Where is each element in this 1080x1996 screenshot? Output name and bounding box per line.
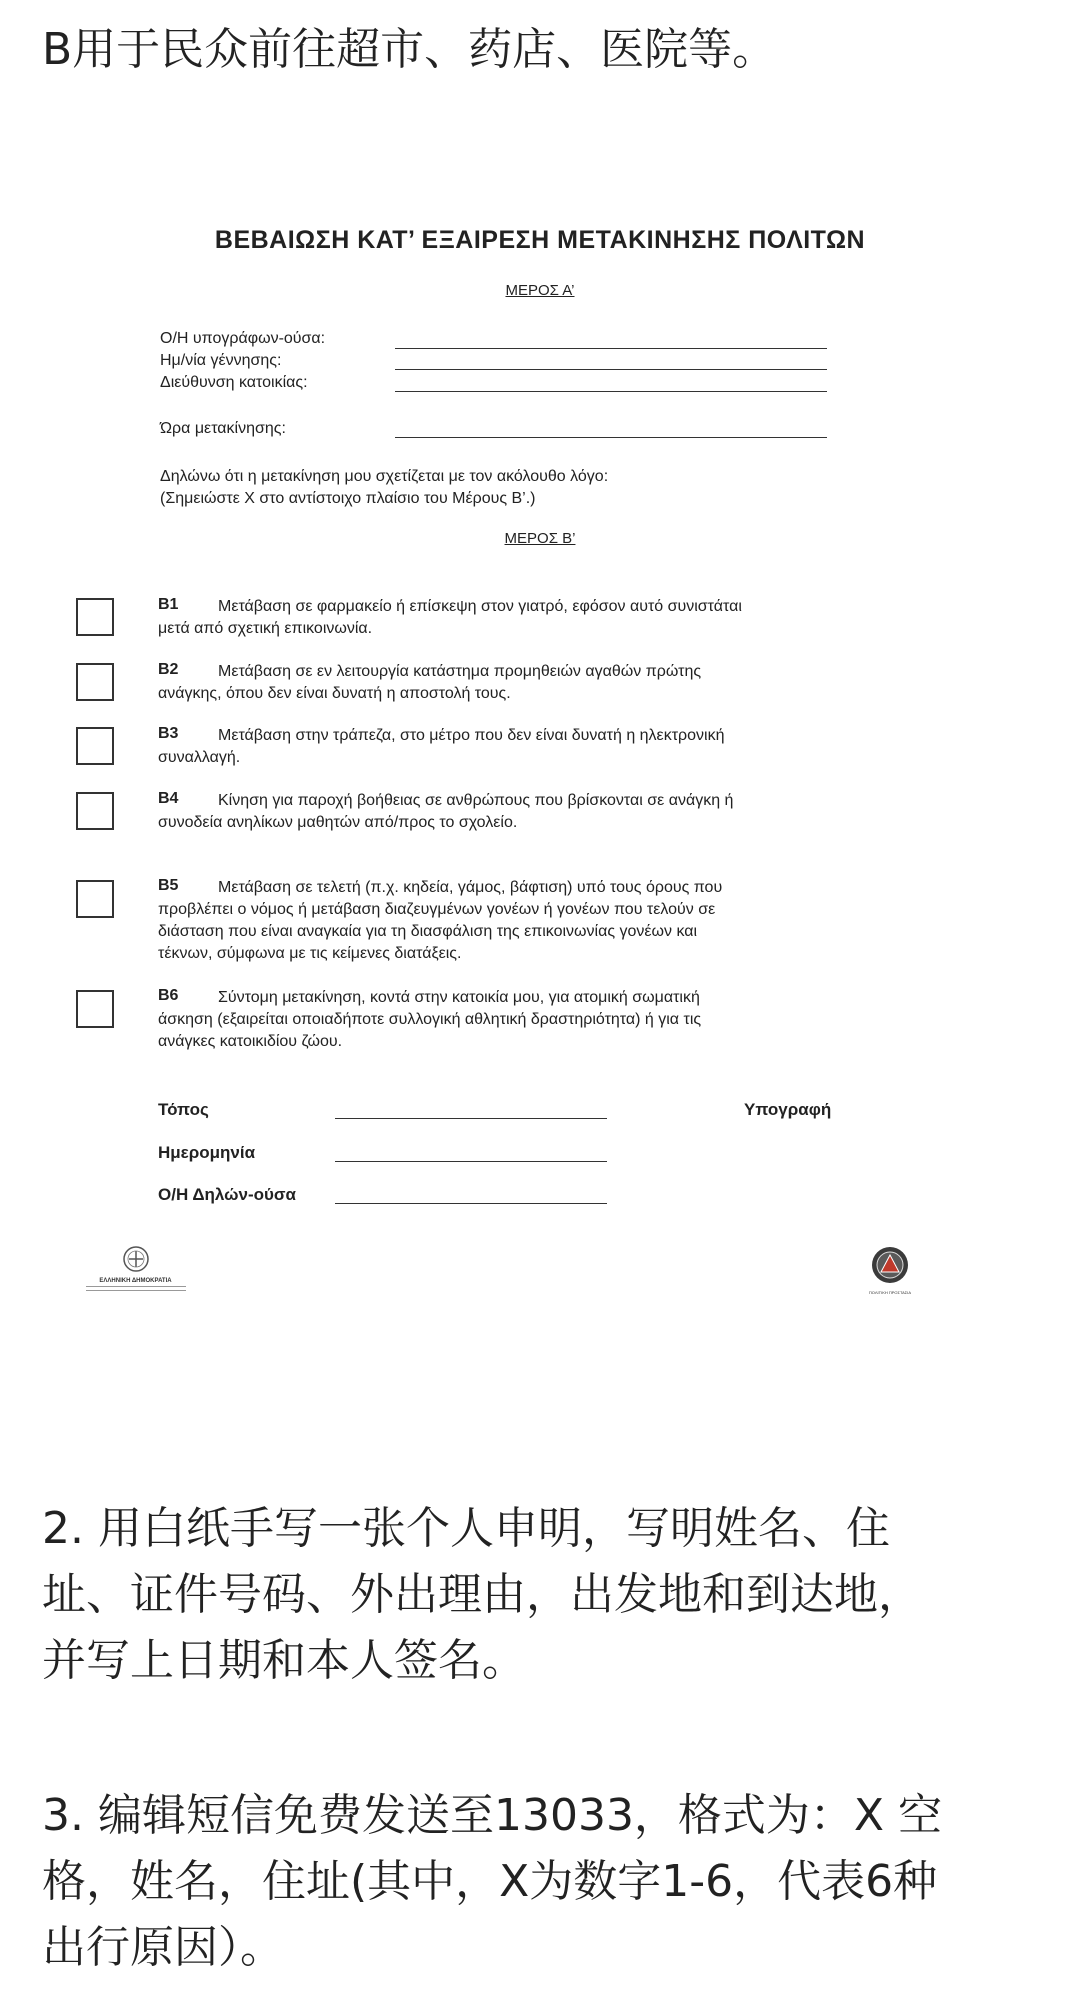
civil-protection-logo [862,1245,918,1295]
option-code-b2: B2 [158,661,179,678]
declarant-label: Ο/Η Δηλών-ούσα [158,1185,297,1204]
intro-text: B用于民众前往超市、药店、医院等。 [42,24,777,75]
option-b4-line: συνοδεία ανηλίκων μαθητών από/προς το σχολείο. [158,814,518,831]
permit-form [0,150,1080,1380]
option-code-b5: B5 [158,877,179,894]
instruction-2-line: 并写上日期和本人签名。 [42,1635,526,1686]
instruction-3-line: 格，姓名，住址(其中，X为数字1-6，代表6种 [42,1856,938,1907]
date-line [335,1161,607,1162]
field-signer-label: Ο/Η υπογράφων-ούσα: [160,330,326,347]
ministry-small-text [86,1286,186,1291]
instruction-3-line: 3. 编辑短信免费发送至13033，格式为：X 空 [42,1790,943,1841]
option-b5-line: Μετάβαση σε τελετή (π.χ. κηδεία, γάμος, βάφτιση) υπό τους όρους που [218,879,723,896]
checkbox-b5[interactable] [76,880,114,918]
field-address-line [395,391,827,392]
declaration-line-2: (Σημειώστε X στο αντίστοιχο πλαίσιο του Μέρους Β’.) [160,490,536,507]
declaration-line-1: Δηλώνω ότι η μετακίνηση μου σχετίζεται με τον ακόλουθο λόγο: [160,468,609,485]
field-time-label: Ώρα μετακίνησης: [160,420,286,437]
instruction-2-line: 址、证件号码、外出理由，出发地和到达地， [42,1569,922,1620]
hellenic-republic-logo [78,1245,193,1291]
declarant-line [335,1203,607,1204]
option-b6-line: ανάγκες κατοικιδίου ζώου. [158,1033,343,1050]
checkbox-b1[interactable] [76,598,114,636]
field-time-line [395,437,827,438]
option-b2-line: Μετάβαση σε εν λειτουργία κατάστημα προμηθειών αγαθών πρώτης [218,663,702,680]
checkbox-b2[interactable] [76,663,114,701]
option-b5-line: διάσταση που είναι αναγκαία για τη διασφάλιση της επικοινωνίας γονέων και [158,923,698,940]
option-b1-line: Μετάβαση σε φαρμακείο ή επίσκεψη στον γιατρό, εφόσον αυτό συνιστάται [218,598,742,615]
option-code-b3: B3 [158,725,179,742]
option-code-b6: B6 [158,987,179,1004]
option-b3-line: Μετάβαση στην τράπεζα, στο μέτρο που δεν είναι δυνατή η ηλεκτρονική [218,727,725,744]
greek-emblem-icon [122,1245,150,1273]
field-birthdate-label: Ημ/νία γέννησης: [160,352,282,369]
option-b3-line: συναλλαγή. [158,749,241,766]
civil-protection-icon [870,1245,910,1285]
civil-protection-text: ΠΟΛΙΤΙΚΗ ΠΡΟΣΤΑΣΙΑ [868,1290,912,1295]
option-code-b4: B4 [158,790,179,807]
place-label: Τόπος [158,1100,209,1119]
place-line [335,1118,607,1119]
date-label: Ημερομηνία [158,1143,256,1162]
signature-label: Υπογραφή [744,1100,832,1119]
hellenic-republic-text: ΕΛΛΗΝΙΚΗ ΔΗΜΟΚΡΑΤΙΑ [99,1278,172,1284]
part-b-heading: ΜΕΡΟΣ Β’ [504,530,576,547]
instruction-2-line: 2. 用白纸手写一张个人申明，写明姓名、住 [42,1503,890,1554]
option-b5-line: προβλέπει ο νόμος ή μετάβαση διαζευγμένων γονέων ή γονέων που τελούν σε [158,901,716,918]
instruction-item-3 [42,1783,1042,1981]
instruction-item-2 [42,1496,1042,1694]
field-birthdate-line [395,369,827,370]
field-signer-line [395,348,827,349]
checkbox-b4[interactable] [76,792,114,830]
option-b4-line: Κίνηση για παροχή βοήθειας σε ανθρώπους που βρίσκονται σε ανάγκη ή [218,792,734,809]
option-code-b1: B1 [158,596,179,613]
option-b6-line: άσκηση (εξαιρείται οποιαδήποτε συλλογική αθλητική δραστηριότητα) ή για τις [158,1011,702,1028]
field-address-label: Διεύθυνση κατοικίας: [160,374,308,391]
instruction-3-line: 出行原因）。 [42,1922,284,1973]
part-a-heading: ΜΕΡΟΣ Α’ [505,282,575,299]
option-b5-line: τέκνων, σύμφωνα με τις κείμενες διατάξεις. [158,945,462,962]
checkbox-b6[interactable] [76,990,114,1028]
option-b6-line: Σύντομη μετακίνηση, κοντά στην κατοικία μου, για ατομική σωματική [218,989,700,1006]
checkbox-b3[interactable] [76,727,114,765]
form-title: ΒΕΒΑΙΩΣΗ ΚΑΤ’ ΕΞΑΙΡΕΣΗ ΜΕΤΑΚΙΝΗΣΗΣ ΠΟΛΙΤΩΝ [214,226,866,254]
option-b2-line: ανάγκης, όπου δεν είναι δυνατή η αποστολή τους. [158,685,511,702]
option-b1-line: μετά από σχετική επικοινωνία. [158,620,373,637]
